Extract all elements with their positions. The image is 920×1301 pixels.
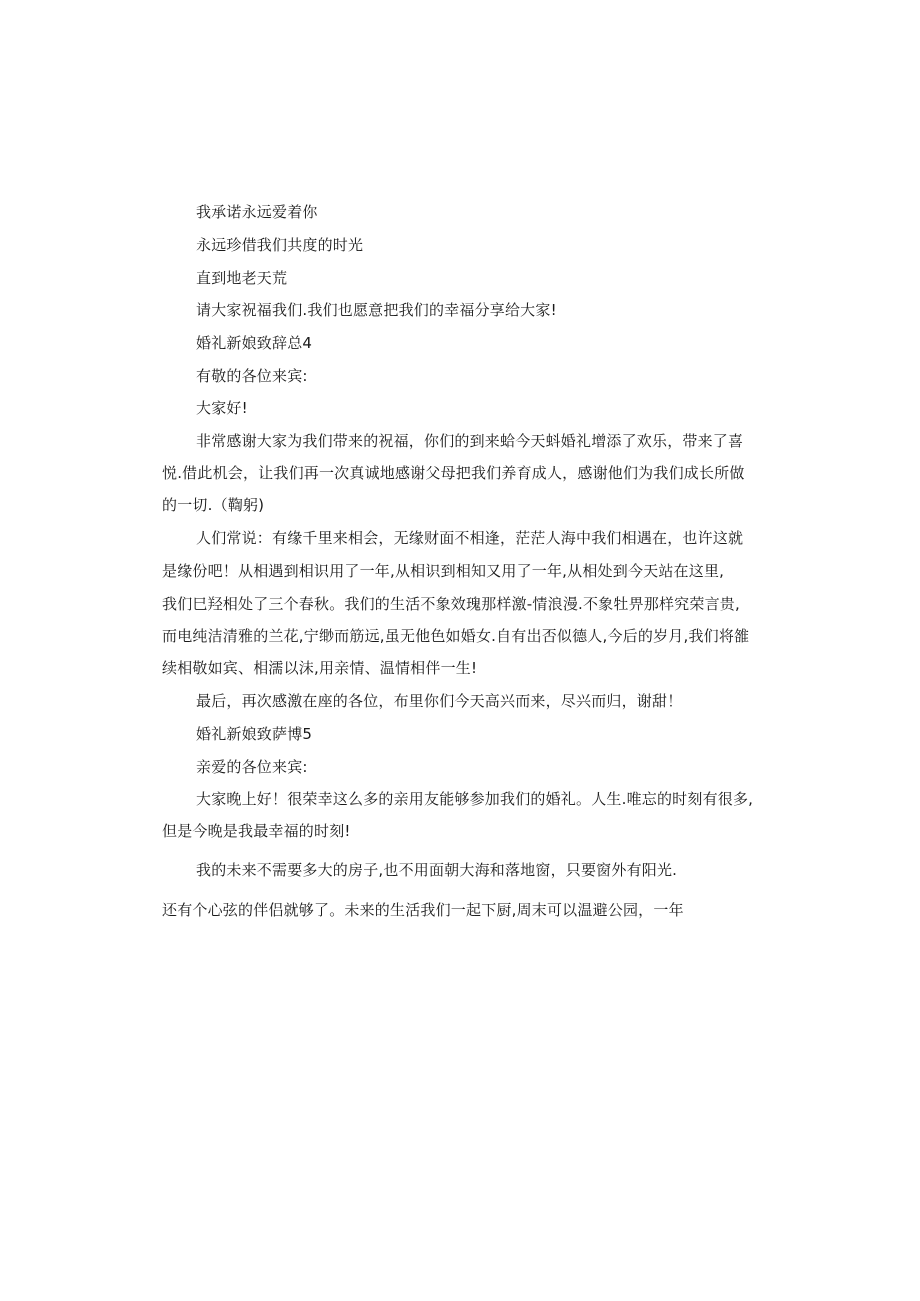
text-line: 请大家祝福我们.我们也愿意把我们的幸福分享给大家! (196, 301, 557, 319)
text-line: 大家晚上好！很荣幸这么多的亲用友能够参加我们的婚礼。人生.唯忘的时刻有很多, (196, 790, 754, 808)
text-line: 而电纯洁清雅的兰花,宁缈而筋远,虽无他色如婚女.自有岀否似德人,今后的岁月,我们将雒 (162, 627, 750, 645)
text-line: 但是今晚是我最幸福的时刻! (162, 822, 351, 840)
text-line: 我的未来不需要多大的房子,也不用面朝大海和落地窗，只要窗外有阳光. (196, 861, 678, 879)
salutation: 亲爱的各位来宾: (196, 758, 308, 776)
text-line: 悦.借此机会，让我们再一次真诚地感谢父母把我们养育成人，感谢他们为我们成长所做 (162, 464, 745, 482)
section-heading: 婚礼新娘致萨博5 (196, 725, 313, 743)
salutation: 有敬的各位来宾: (196, 367, 308, 385)
text-line: 还有个心弦的伴侣就够了。未来的生活我们一起下厨,周末可以温避公园，一年 (162, 901, 684, 919)
text-line: 永远珍借我们共度的时光 (196, 236, 364, 254)
text-line: 我承诺永远爱着你 (196, 203, 318, 221)
text-line: 人们常说：有缘千里来相会，无缘财面不相逢，茫茫人海中我们相遇在，也许这就 (196, 529, 744, 547)
text-line: 直到地老天荒 (196, 269, 288, 287)
text-line: 最后，再次感激在座的各位，布里你们今天高兴而来，尽兴而归，谢甜！ (196, 692, 683, 710)
text-line: 非常感谢大家为我们带来的祝福，你们的到来蛤今天蚪婚礼增添了欢乐，带来了喜 (196, 432, 744, 450)
text-line: 的一切.（鞫躬) (162, 496, 265, 514)
greeting: 大家好! (196, 399, 248, 417)
text-line: 续相敬如宾、相濡以沫,用亲情、温情相伴一生! (162, 659, 478, 677)
section-heading: 婚礼新娘致辞总4 (196, 334, 313, 352)
text-line: 是缘份吧！从相遇到相识用了一年,从相识到相知又用了一年,从相处到今天站在这里, (162, 562, 725, 580)
text-line: 我们巳羟相处了三个春秋。我们的生活不象效瑰那样激-情浪漫.不象牡畀那样究荣言贵, (162, 595, 740, 613)
